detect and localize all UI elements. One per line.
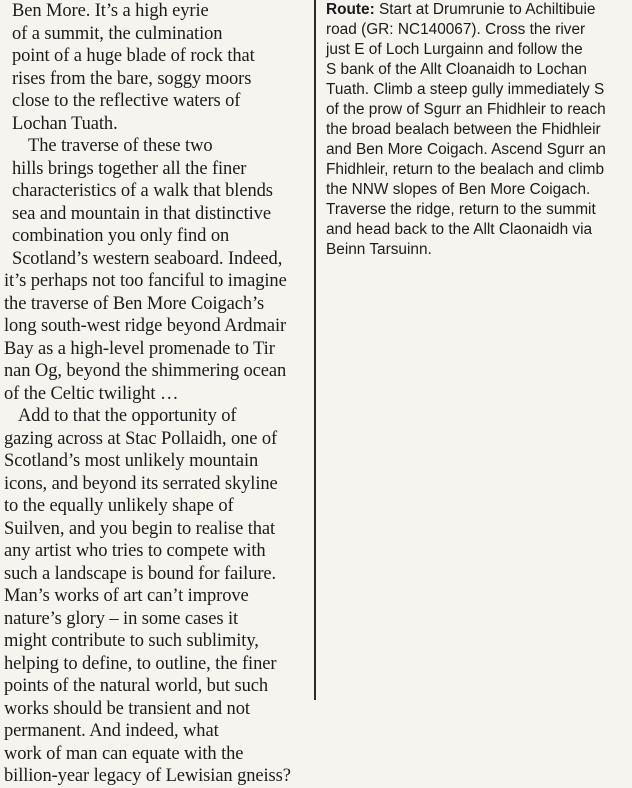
route-line: Tuath. Climb a steep gully immediately S: [326, 81, 605, 98]
article-line: hills brings together all the finer: [12, 158, 247, 179]
route-line: the NNW slopes of Ben More Coigach.: [326, 181, 591, 198]
route-line: and head back to the Allt Claonaidh via: [326, 221, 593, 238]
article-line: Add to that the opportunity of: [18, 406, 237, 426]
article-column: [0, 0, 312, 786]
article-line: Bay as a high-level promenade to Tir: [4, 338, 275, 359]
article-line: helping to define, to outline, the finer: [4, 653, 277, 674]
route-line: Traverse the ridge, return to the summit: [326, 201, 596, 218]
article-line: any artist who tries to compete with: [4, 541, 266, 561]
article-line: of a summit, the culmination: [12, 23, 223, 44]
article-line: Scotland’s most unlikely mountain: [4, 451, 259, 471]
article-line: nan Og, beyond the shimmering ocean: [4, 361, 287, 381]
article-line: permanent. And indeed, what: [4, 721, 219, 741]
article-line: Scotland’s western seaboard. Indeed,: [12, 248, 283, 269]
article-line: Ben More. It’s a high eyrie: [12, 1, 209, 21]
article-line: The traverse of these two: [28, 136, 213, 156]
route-line: of the prow of Sgurr an Fhidhleir to reach: [326, 101, 606, 118]
article-line: billion-year legacy of Lewisian gneiss?: [4, 766, 291, 786]
route-line: Start at Drumrunie to Achiltibuie: [379, 1, 596, 18]
route-line: just E of Loch Lurgainn and follow the: [326, 41, 583, 58]
article-line: might contribute to such sublimity,: [4, 631, 259, 651]
article-line: points of the natural world, but such: [4, 676, 268, 696]
article-line: it’s perhaps not too fanciful to imagine: [4, 271, 287, 291]
route-label: Route:: [326, 1, 375, 18]
article-line: to the equally unlikely shape of: [4, 496, 234, 516]
article-line: of the Celtic twilight …: [4, 383, 179, 404]
article-line: works should be transient and not: [4, 698, 250, 719]
article-line: Lochan Tuath.: [12, 113, 118, 134]
article-line: close to the reflective waters of: [12, 91, 241, 111]
article-line: nature’s glory – in some cases it: [4, 608, 239, 629]
article-line: Suilven, and you begin to realise that: [4, 518, 276, 539]
column-divider: [314, 0, 316, 700]
route-line: and Ben More Coigach. Ascend Sgurr an: [326, 141, 606, 158]
article-line: sea and mountain in that distinctive: [12, 203, 271, 224]
article-line: point of a huge blade of rock that: [12, 46, 255, 66]
article-line: long south-west ridge beyond Ardmair: [4, 316, 287, 336]
article-line: the traverse of Ben More Coigach’s: [4, 293, 265, 314]
route-line: S bank of the Allt Cloanaidh to Lochan: [326, 61, 587, 78]
route-line: Fhidhleir, return to the bealach and climb: [326, 161, 605, 178]
article-line: rises from the bare, soggy moors: [12, 68, 252, 89]
route-line: Beinn Tarsuinn.: [326, 241, 432, 258]
article-line: characteristics of a walk that blends: [12, 181, 273, 201]
article-line: gazing across at Stac Pollaidh, one of: [4, 428, 278, 449]
article-line: work of man can equate with the: [4, 743, 244, 764]
article-line: Man’s works of art can’t improve: [4, 586, 249, 606]
article-line: combination you only find on: [12, 226, 230, 246]
article-line: such a landscape is bound for failure.: [4, 563, 277, 584]
article-line: icons, and beyond its serrated skyline: [4, 473, 278, 494]
route-box: [326, 0, 626, 260]
route-line: the broad bealach between the Fhidhleir: [326, 121, 601, 138]
route-line: road (GR: NC140067). Cross the river: [326, 21, 586, 38]
